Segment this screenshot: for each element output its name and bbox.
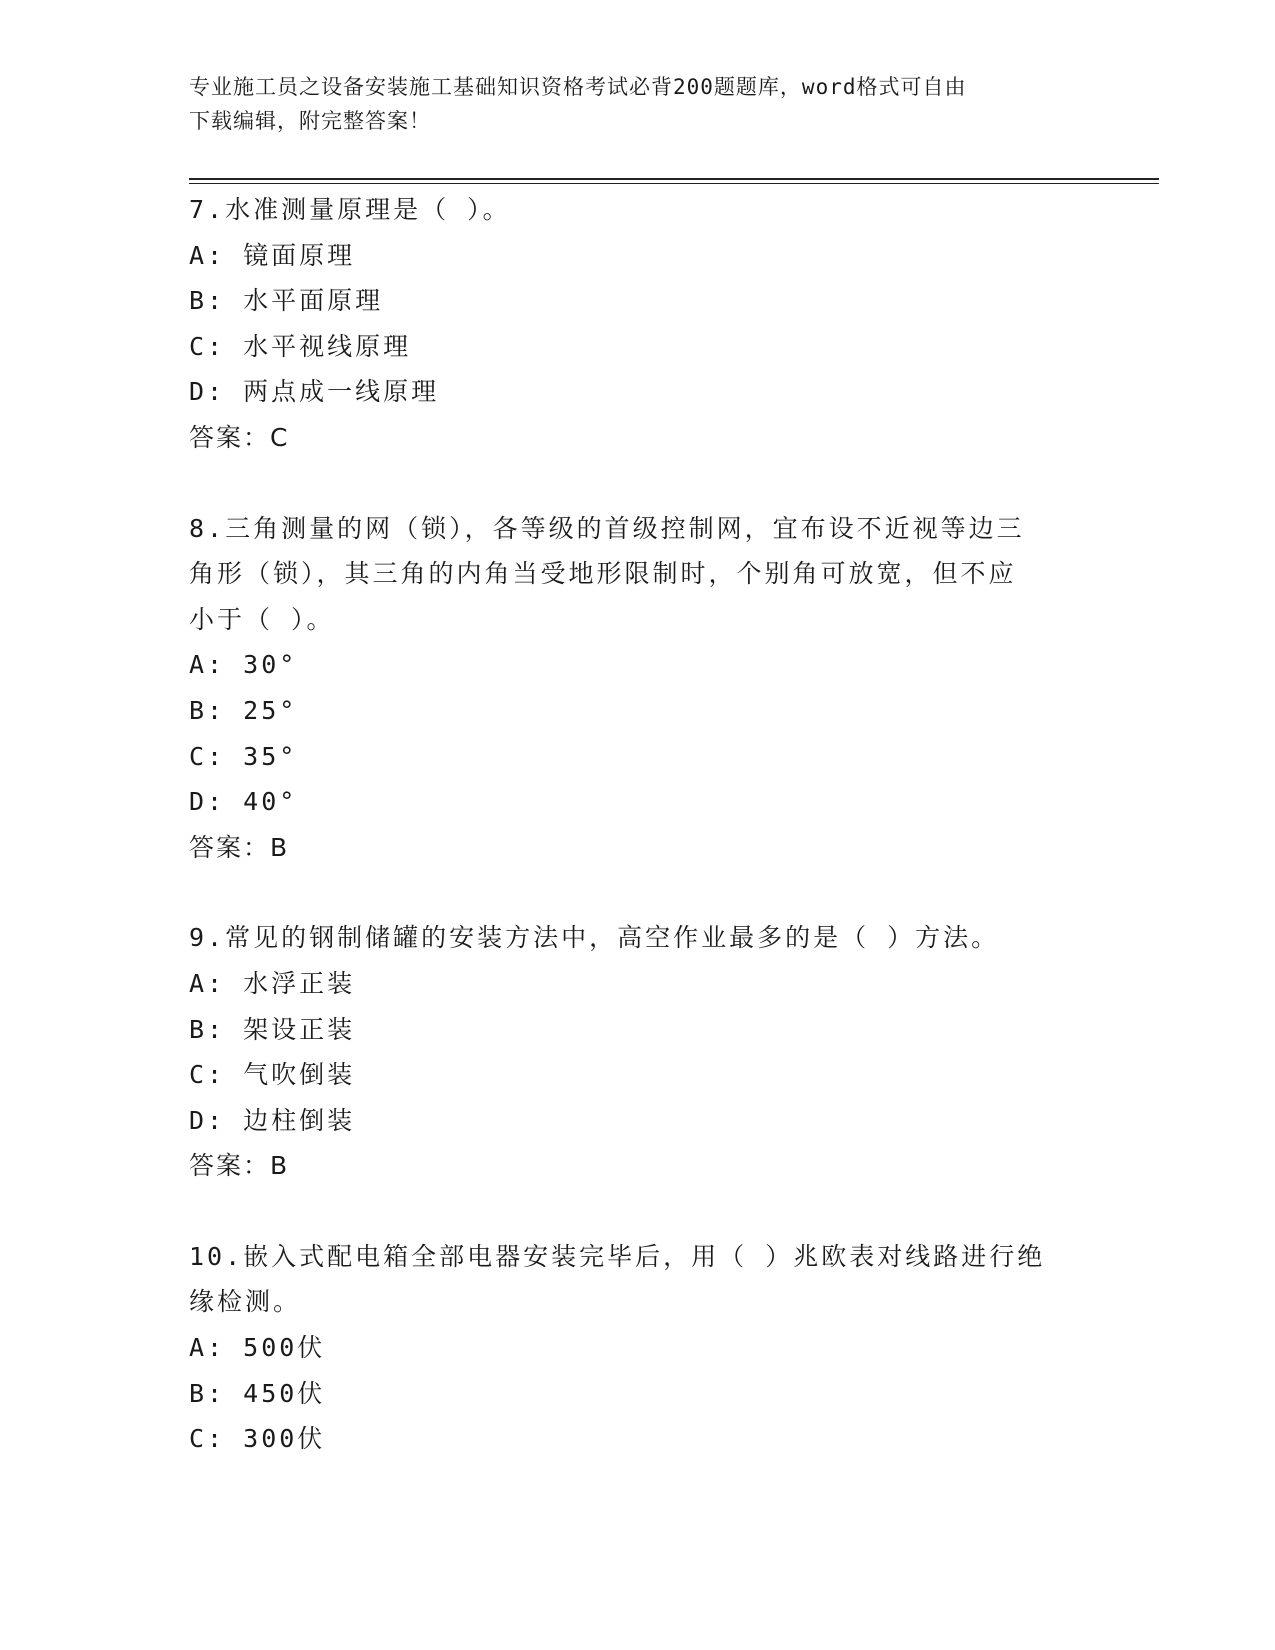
option-c: C: 300伏 [189, 1424, 326, 1454]
option-d: D: 两点成一线原理 [189, 377, 440, 407]
question-9 [189, 915, 1069, 1189]
option-d: D: 40° [189, 787, 298, 817]
question-text: 7.水准测量原理是（ ）。 [189, 195, 511, 224]
answer: 答案：C [189, 422, 290, 452]
question-text: 9.常见的钢制储罐的安装方法中，高空作业最多的是（ ）方法。 [189, 923, 1000, 953]
option-a: A: 镜面原理 [189, 240, 356, 270]
answer: 答案：B [189, 832, 290, 862]
question-text-line-2: 角形（锁），其三角的内角当受地形限制时，个别角可放宽，但不应 [189, 559, 1017, 589]
header-line-2: 下载编辑，附完整答案！ [189, 109, 431, 133]
question-list [189, 187, 1069, 1507]
question-7 [189, 187, 1069, 461]
question-text-line-1: 10.嵌入式配电箱全部电器安装完毕后，用（ ）兆欧表对线路进行绝 [189, 1241, 1046, 1271]
question-text-line-3: 小于（ ）。 [189, 604, 335, 634]
question-10 [189, 1234, 1069, 1462]
option-c: C: 水平视线原理 [189, 331, 412, 361]
document-header [189, 70, 1069, 138]
option-a: A: 水浮正装 [189, 968, 356, 998]
question-8 [189, 506, 1069, 871]
option-c: C: 气吹倒装 [189, 1060, 356, 1090]
option-a: A: 30° [189, 650, 298, 680]
option-b: B: 450伏 [189, 1378, 326, 1408]
answer: 答案：B [189, 1151, 290, 1181]
question-text-line-2: 缘检测。 [189, 1287, 302, 1317]
option-b: B: 架设正装 [189, 1014, 356, 1044]
question-text-line-1: 8.三角测量的网（锁），各等级的首级控制网，宜布设不近视等边三 [189, 513, 1025, 543]
option-d: D: 边柱倒装 [189, 1105, 356, 1135]
option-c: C: 35° [189, 741, 298, 771]
header-divider-thin [189, 183, 1159, 184]
header-divider-thick [189, 178, 1159, 180]
option-b: B: 水平面原理 [189, 286, 384, 316]
option-b: B: 25° [189, 695, 298, 725]
option-a: A: 500伏 [189, 1333, 326, 1363]
header-line-1: 专业施工员之设备安装施工基础知识资格考试必背200题题库，word格式可自由 [189, 75, 967, 99]
